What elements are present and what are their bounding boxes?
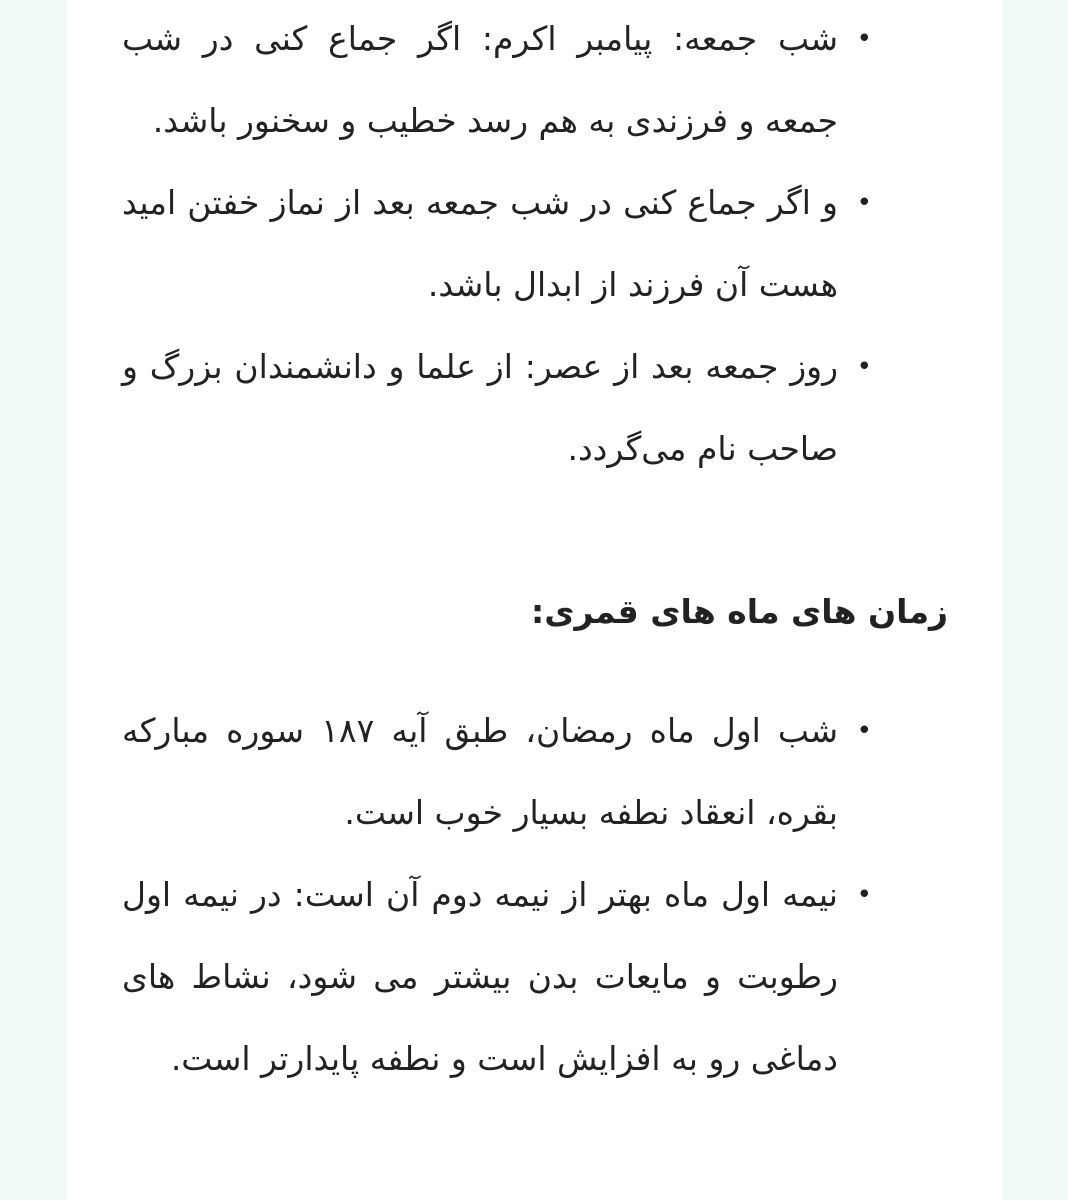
list-item-text: شب اول ماه رمضان، طبق آیه ۱۸۷ سوره مبارکه بقره، انعقاد نطفه بسیار خوب است. bbox=[122, 711, 838, 832]
list-item bbox=[66, 854, 1002, 1100]
list-item bbox=[66, 326, 1002, 490]
list-item-text: شب جمعه: پیامبر اکرم: اگر جماع کنی در شب جمعه و فرزندی به هم رسد خطیب و سخنور باشد. bbox=[122, 19, 838, 140]
bullet-icon: • bbox=[856, 188, 872, 218]
list-item bbox=[66, 162, 1002, 326]
bullet-list-friday bbox=[66, 0, 1002, 490]
article-content bbox=[66, 0, 1002, 1200]
section-heading: زمان های ماه های قمری: bbox=[531, 592, 948, 631]
bullet-list-lunar-months bbox=[66, 690, 1002, 1100]
list-item bbox=[66, 0, 1002, 162]
bullet-icon: • bbox=[856, 880, 872, 910]
bullet-icon: • bbox=[856, 24, 872, 54]
list-item-text: و اگر جماع کنی در شب جمعه بعد از نماز خفتن امید هست آن فرزند از ابدال باشد. bbox=[122, 183, 838, 304]
list-item bbox=[66, 690, 1002, 854]
list-item-text: نیمه اول ماه بهتر از نیمه دوم آن است: در نیمه اول رطوبت و مایعات بدن بیشتر می شود، نشاط های دماغی رو به افزایش است و نطفه پایدارتر است. bbox=[122, 875, 838, 1078]
list-item-text: روز جمعه بعد از عصر: از علما و دانشمندان بزرگ و صاحب نام می‌گردد. bbox=[122, 347, 838, 468]
bullet-icon: • bbox=[856, 352, 872, 382]
bullet-icon: • bbox=[856, 716, 872, 746]
